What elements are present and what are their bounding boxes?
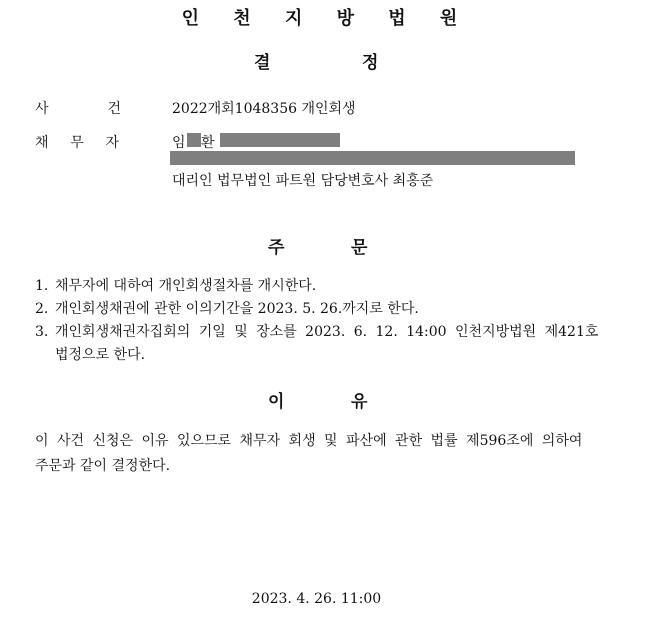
debtor-label-char-2: 무 [70, 135, 84, 151]
order-item-number: 3. [35, 324, 49, 340]
order-item [35, 275, 316, 295]
decision-date: 2023. 4. 26. 11:00 [251, 591, 382, 607]
order-item [35, 298, 419, 318]
debtor-name-first: 임 [172, 135, 186, 151]
debtor-agent: 대리인 법무법인 파트원 담당변호사 최홍준 [172, 173, 434, 189]
order-item-text: 채무자에 대하여 개인회생절차를 개시한다. [55, 278, 317, 294]
order-item [35, 321, 605, 341]
reason-heading-char-1: 이 [268, 392, 285, 412]
debtor-label [35, 132, 119, 152]
order-heading [0, 233, 653, 257]
debtor-name [172, 132, 592, 152]
order-item-number: 1. [35, 278, 49, 294]
debtor-name-last: 환 [201, 135, 215, 151]
reason-heading [0, 387, 653, 411]
case-label-char-2: 건 [107, 101, 121, 117]
order-item-text: 개인회생채권에 관한 이의기간을 2023. 5. 26.까지로 한다. [55, 301, 419, 317]
doc-type-char-1: 결 [254, 53, 271, 73]
doc-type-char-2: 정 [362, 53, 379, 73]
redaction-box [187, 133, 201, 147]
order-heading-char-2: 문 [351, 238, 368, 258]
reason-text-line-2: 주문과 같이 결정한다. [35, 458, 171, 474]
case-label [35, 98, 121, 118]
court-title: 인 천 지 방 법 원 [181, 8, 472, 29]
reason-heading-char-2: 유 [351, 392, 368, 412]
order-item-continuation: 법정으로 한다. [55, 347, 146, 363]
order-item-text: 개인회생채권자집회의 기일 및 장소를 2023. 6. 12. 14:00 인천지방법원 제421호 [55, 324, 599, 340]
reason-text-line-1: 이 사건 신청은 이유 있으므로 채무자 회생 및 파산에 관한 법률 제596조에 의하여 [35, 433, 583, 449]
case-number: 2022개회1048356 개인회생 [172, 101, 356, 117]
document-type-heading [0, 48, 653, 72]
redacted-address [170, 151, 575, 165]
order-heading-char-1: 주 [268, 238, 285, 258]
debtor-label-char-3: 자 [105, 135, 119, 151]
redaction-box [220, 133, 340, 147]
debtor-label-char-1: 채 [35, 135, 49, 151]
order-item-number: 2. [35, 301, 49, 317]
case-label-char-1: 사 [35, 101, 49, 117]
